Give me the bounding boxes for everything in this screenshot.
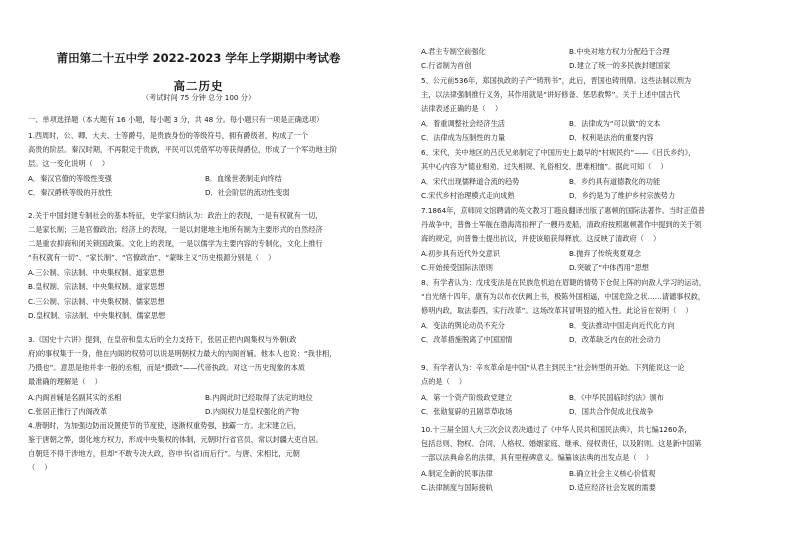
q2-stem-line: 2.关于中国封建专制社会的基本特征，史学家归纳认为：政治上的表现，一是有权就有一切，	[28, 211, 323, 220]
q8-stem-line: 修明内政，取法泰西，实行改革”。这场改革其冒明显的植入性。此论旨在说明（ ）	[421, 306, 693, 315]
q4-stem-line: 4.唐朝时，为加强边防而设置使节的节度使，逐渐权重势强，独霸一方。北宋建立后，	[28, 421, 301, 430]
q5-stem-line: 主，以法律强制推行义务，其作用就是“讲好修备、惩恶救弊”。关于上述中国古代	[421, 90, 681, 99]
q6-stem-line: 其中心内容为“德业相劝、过失相规、礼俗相交、患难相恤”。据此可知（ ）	[421, 162, 668, 171]
q1-option-d: D．社会阶层的流动性变弱	[205, 188, 290, 197]
q2-option-b: B.皇权制、宗法制、中央集权制、道家思想	[28, 282, 165, 291]
q6-stem-line: 6、宋代，关中地区的吕氏兄弟制定了中国历史上最早的“村规民约”——《吕氏乡约》，	[421, 148, 696, 157]
q2-option-d: D.皇权制、宗法制、中央集权制、儒家思想	[28, 311, 166, 320]
q4-option-d: D.建立了统一的多民族封建国家	[569, 61, 671, 70]
q1-stem-line: 高贵的阶层。秦汉时期，不再限定于贵族，平民可以凭借军功等获得爵位，形成了一个军功地主阶	[28, 145, 338, 154]
right-column	[397, 0, 794, 560]
q4-option-b: B.中央对地方权力分配趋于合理	[569, 47, 670, 56]
q10-option-d: D.适应经济社会发展的需要	[569, 483, 656, 492]
q4-option-c: C.行省制为首创	[421, 61, 472, 70]
section-intro: 一、单项选择题（本大题有 16 小题，每小题 3 分，共 48 分。每小题只有一项是正确选项）	[28, 115, 324, 124]
q4-stem-line: （ ）	[28, 463, 52, 472]
q7-option-c: C.开始接受国际法原则	[421, 263, 493, 272]
q6-option-c: C.宋代乡村治理模式走向成熟	[421, 191, 515, 200]
q6-option-a: A．宋代出现儒释道合流的趋势	[421, 177, 520, 186]
q1-option-c: C．秦汉爵秩等级的开放性	[28, 188, 113, 197]
q2-stem-line: “有权就有一切”、“家长制”、“官僚政治”、“蒙昧主义”历史根源分别是（ ）	[28, 253, 276, 262]
q9-stem-line: 9、有学者认为：辛亥革命是中国“从君主到民主”社会转型的开始。下列能说这一论	[421, 363, 685, 372]
q10-stem-line: 10.十三届全国人大三次会议表决通过了《中华人民共和国民法典》，共七编1260条，	[421, 425, 692, 434]
q5-option-b: B．法律成为“可以做”的文本	[569, 119, 661, 128]
q5-stem-line: 5、公元前536年，郑国执政的子产“铸刑书”，此后，晋国也铸刑鼎。这些法制以刑为	[421, 76, 692, 85]
q4-stem-line: 鉴于唐朝之弊，弱化地方权力，形成中央集权的体制，元朝时行省官员，常以封疆大吏自居。	[28, 435, 323, 444]
q1-option-a: A．秦汉官僚的等级性变强	[28, 174, 112, 183]
q8-option-a: A．变法的舆论动员不充分	[421, 321, 505, 330]
q3-option-d: D.内阁权力是皇权强化的产物	[205, 407, 300, 416]
q4-option-a: A.君主专制空前强化	[421, 47, 486, 56]
q5-option-d: D．权利是法治的重要内容	[569, 133, 654, 142]
q7-stem-line: 7.1864年，京师同文馆聘请的英文教习丁韪良翻译出版了惠顿的国际法著作。当时正值普	[421, 206, 705, 215]
q2-stem-line: 二是家长制；三是官僚政治；经济上的表现，一是以封建地主地所有制为主要形式的自然经济	[28, 225, 323, 234]
q7-option-a: A.初步具有近代外交意识	[421, 249, 500, 258]
q7-option-d: D.突破了“中体西用”思想	[569, 263, 649, 272]
q7-stem-line: 海的规定，向普鲁士提出抗议，并使该船获得释放。这反映了清政府（ ）	[421, 234, 661, 243]
q3-option-c: C.张居正推行了内阁改革	[28, 407, 108, 416]
q7-option-b: B.抛弃了传统夷夏观念	[569, 249, 641, 258]
q10-stem-line: 包括总则、物权、合同、人格权、婚姻家庭、继承、侵权责任，以及附则。这是新中国第	[421, 439, 702, 448]
q8-option-d: D．改革缺乏内在的社会动力	[569, 335, 661, 344]
q4-stem-line: 自朝廷不得干涉地方，但却“不敢专决大政，咨申书(省)而后行”。与唐、宋相比，元朝	[28, 449, 300, 458]
q2-stem-line: 二是重农抑商和闭关锁国政策。文化上的表现，一是以儒学为主要内容的专制化，文化上推行	[28, 239, 323, 248]
q10-option-b: B.确立社会主义核心价值观	[569, 469, 656, 478]
q2-option-c: C.三公制、宗法制、中央集权制、儒家思想	[28, 297, 165, 306]
q10-stem-line: 一部以法典命名的法律，具有里程碑意义。编纂该法典的出发点是（ ）	[421, 453, 653, 462]
q3-stem-line: 最准确的理解是（ ）	[28, 377, 102, 386]
q3-option-b: B.内阁此时已经取得了法定的地位	[205, 393, 313, 402]
q8-stem-line: “自光绪十四年，康有为以布衣伏阙上书，极陈外国相逼，中国危险之状……请谴事权救，	[421, 292, 706, 301]
q6-option-b: B．乡约具有道德教化的功能	[569, 177, 661, 186]
q1-option-b: B．血缘世袭制走向终结	[205, 174, 282, 183]
q1-stem-line: 层。这一变化说明（ ）	[28, 159, 110, 168]
exam-info: （考试时间 75 分钟 总分 100 分）	[141, 93, 256, 102]
q3-stem-line: 3.《国史十六讲》提到，在皇帝和皇太后的全力支持下，张居正把内阁集权与外朝(政	[28, 335, 297, 344]
subject-title: 高二历史	[173, 79, 224, 93]
q5-option-a: A．着重调整社会经济生活	[421, 119, 505, 128]
q5-option-c: C．法律成为压制性的力量	[421, 133, 506, 142]
q9-option-b: B．《中华民国临时约法》颁布	[569, 393, 664, 402]
q9-stem-line: 点的是（ ）	[421, 377, 467, 386]
q3-stem-line: 乃摄也”。意思是他并非一般的丞相，而是“摄政”——代帝执政。对这一历史现象的本质	[28, 363, 306, 372]
q10-option-c: C.法律制度与国际接轨	[421, 483, 493, 492]
q2-option-a: A.三公制、宗法制、中央集权制、道家思想	[28, 268, 165, 277]
q7-stem-line: 丹战争中，普鲁士军舰在渤海湾扣押了一艘丹麦船，清政府按照惠顿著作中提到的关于领	[421, 220, 702, 229]
q1-stem-line: 1.西周时，公、卿、大夫、士等爵号，是贵族身份的等级符号，拥有爵级者，构成了一个	[28, 131, 308, 140]
q3-option-a: A.内阁首辅是名副其实的丞相	[28, 393, 122, 402]
q9-option-a: A．第一个资产阶级政党建立	[421, 393, 513, 402]
q6-option-d: D．乡约是为了维护乡村宗族势力	[569, 191, 676, 200]
q10-option-a: A.制定全新的民事法律	[421, 469, 493, 478]
q9-option-d: D．国共合作促成北伐战争	[569, 407, 654, 416]
exam-title: 莆田第二十五中学 2022-2023 学年上学期期中考试卷	[56, 51, 341, 65]
q9-option-c: C．张勋复辟的丑剧草草收场	[421, 407, 513, 416]
q8-stem-line: 8、有学者认为：戊戌变法是在民族危机迫在眉睫的情势下仓促上阵的向敌人学习的运动，	[421, 278, 706, 287]
q3-stem-line: 府)的事权集于一身，他在内阁的权势可以说是明朝权力最大的内阁首辅。他本人也说：“我非相，	[28, 349, 337, 358]
q5-stem-line: 法律表述正确的是（ ）	[421, 104, 503, 113]
q8-option-b: B．变法推动中国走向近代化方向	[569, 321, 675, 330]
q8-option-c: C．改革措施脱离了中国国情	[421, 335, 513, 344]
